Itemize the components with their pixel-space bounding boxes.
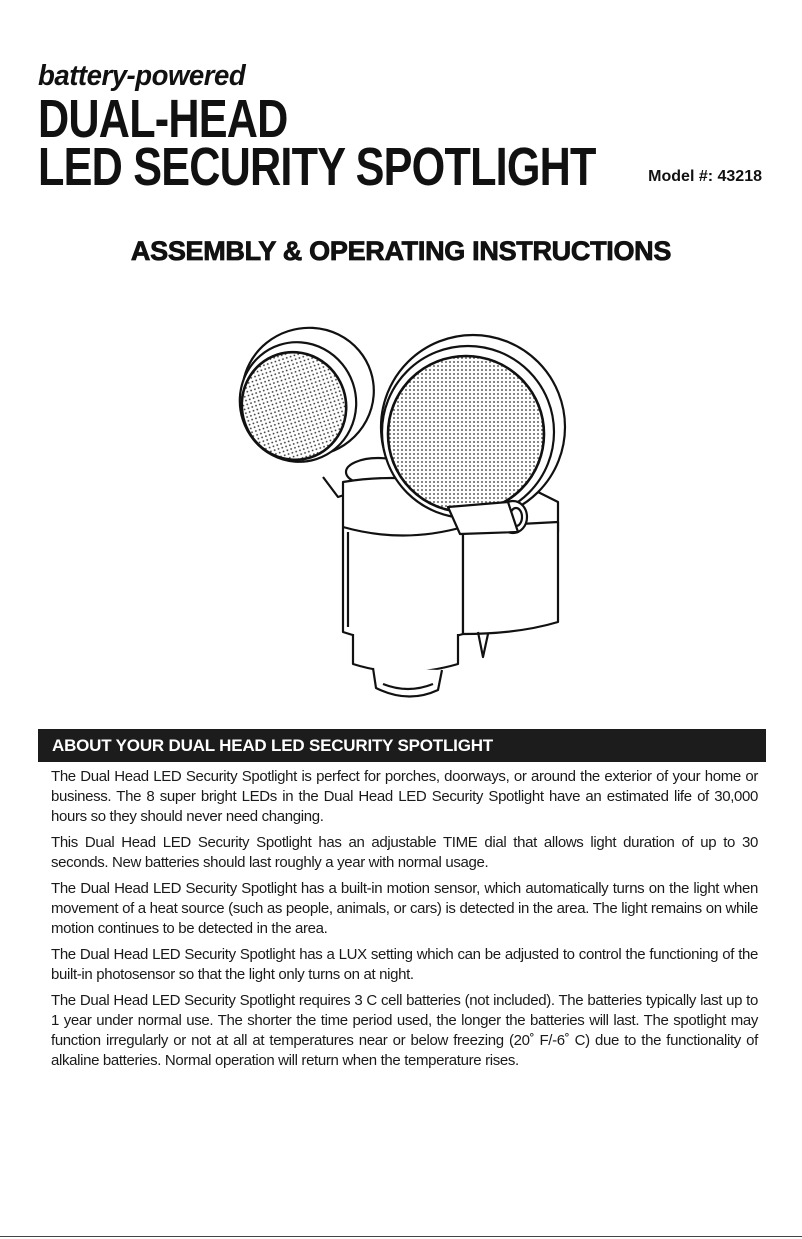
about-paragraph: The Dual Head LED Security Spotlight has a LUX setting which can be adjusted to control the functioning of the built-in photosensor so that the light only turns on at night.	[51, 946, 758, 983]
model-number: Model #: 43218	[648, 168, 762, 185]
about-paragraph: The Dual Head LED Security Spotlight is perfect for porches, doorways, or around the exterior of your home or business. The 8 super bright LEDs in the Dual Head LED Security Spotlight have an estimated life of 30,000 hours so they should never need changing.	[51, 768, 758, 825]
about-paragraph: This Dual Head LED Security Spotlight has an adjustable TIME dial that allows light duration of up to 30 seconds. New batteries should last roughly a year with normal usage.	[51, 834, 758, 871]
about-section-heading: ABOUT YOUR DUAL HEAD LED SECURITY SPOTLIGHT	[38, 729, 766, 762]
product-title-line-2: LED SECURITY SPOTLIGHT	[38, 137, 596, 197]
page-bottom-rule	[0, 1236, 802, 1237]
product-subtitle: battery-powered	[38, 60, 246, 92]
about-body	[51, 767, 758, 1077]
instructions-heading: ASSEMBLY & OPERATING INSTRUCTIONS	[130, 236, 672, 266]
dual-head-spotlight-icon	[228, 312, 580, 698]
about-paragraph: The Dual Head LED Security Spotlight has a built-in motion sensor, which automatically turns on the light when movement of a heat source (such as people, animals, or cars) is detected in the area. The light remains on while motion continues to be detected in the area.	[51, 880, 758, 937]
product-title-line-1: DUAL-HEAD	[38, 89, 288, 149]
about-paragraph: The Dual Head LED Security Spotlight requires 3 C cell batteries (not included). The batteries typically last up to 1 year under normal use. The shorter the time period used, the longer the batteries will last. The spotlight may function irregularly or not at all at temperatures near or below freezing (20˚ F/-6˚ C) due to the functionality of alkaline batteries. Normal operation will return when the temperature rises.	[51, 992, 758, 1069]
